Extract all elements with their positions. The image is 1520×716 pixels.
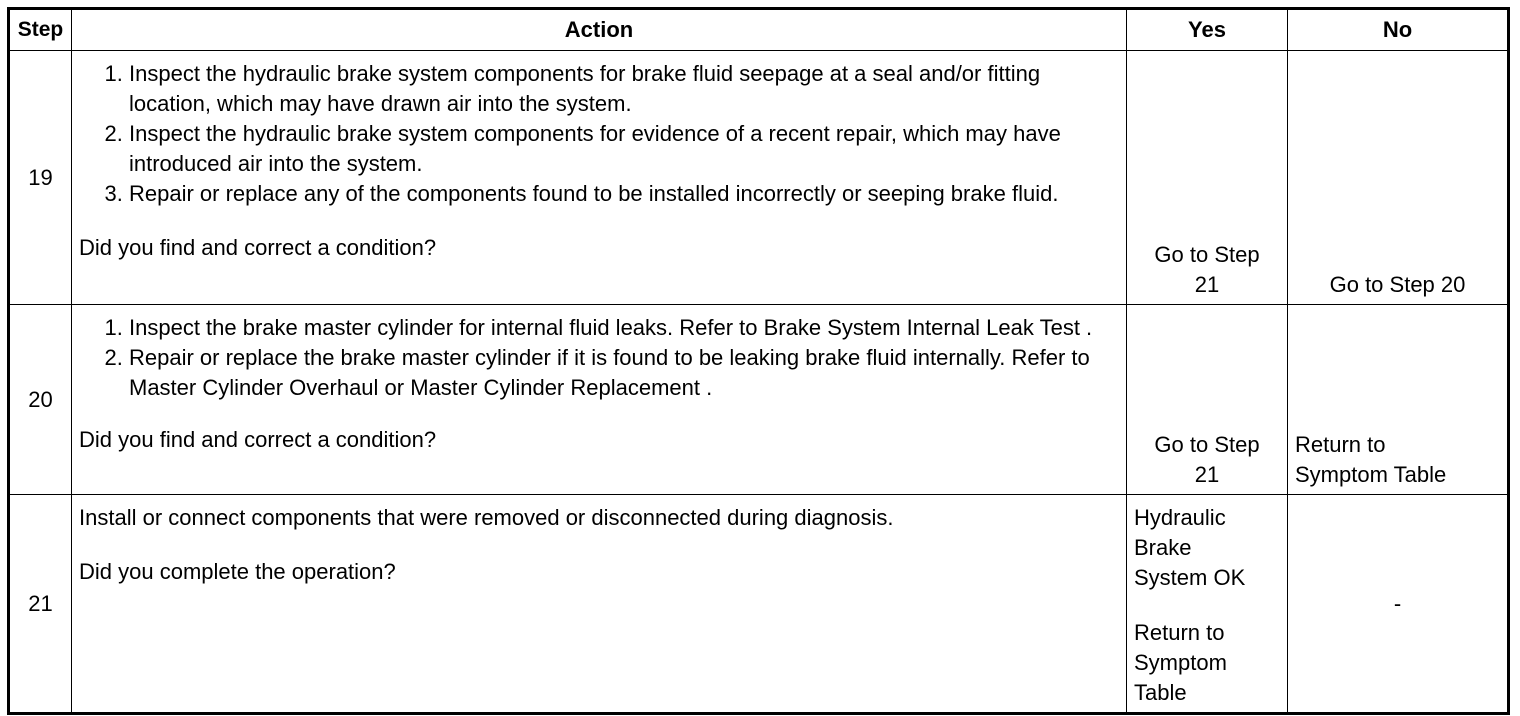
action-question: Did you complete the operation? (79, 559, 396, 584)
action-item: 3. Repair or replace any of the components found to be installed incorrectly or seeping brake fluid. (129, 179, 1119, 209)
action-list (79, 59, 1119, 209)
table-row-step-19 (9, 51, 1509, 305)
action-cell (72, 51, 1127, 305)
yes-cell: Go to Step 21 (1127, 305, 1288, 495)
yes-cell: Go to Step 21 (1127, 51, 1288, 305)
header-action: Action (72, 9, 1127, 51)
step-number: 21 (9, 495, 72, 714)
header-yes: Yes (1127, 9, 1288, 51)
no-cell: Go to Step 20 (1288, 51, 1509, 305)
action-question: Did you find and correct a condition? (79, 235, 437, 260)
no-cell: - (1288, 495, 1509, 714)
header-step: Step (9, 9, 72, 51)
action-item: 2. Repair or replace the brake master cylinder if it is found to be leaking brake fluid internally. Refer to Master Cylinder Overhaul or Master Cylinder Replacement . (129, 343, 1119, 403)
action-cell (72, 495, 1127, 714)
yes-cell (1127, 495, 1288, 714)
action-question: Did you find and correct a condition? (79, 427, 437, 452)
action-item: 1. Inspect the hydraulic brake system components for brake fluid seepage at a seal and/or fitting location, which may have drawn air into the system. (129, 59, 1119, 119)
header-no: No (1288, 9, 1509, 51)
yes-result-2: Return to Symptom Table (1134, 620, 1227, 705)
table-row-step-21 (9, 495, 1509, 714)
step-number: 20 (9, 305, 72, 495)
no-cell: Return to Symptom Table (1288, 305, 1509, 495)
step-number: 19 (9, 51, 72, 305)
action-list (79, 313, 1119, 403)
action-cell (72, 305, 1127, 495)
action-text: Install or connect components that were removed or disconnected during diagnosis. (79, 505, 894, 530)
diagnostic-table (7, 7, 1510, 715)
action-item: 2. Inspect the hydraulic brake system components for evidence of a recent repair, which may have introduced air into the system. (129, 119, 1119, 179)
table-row-step-20 (9, 305, 1509, 495)
header-row (9, 9, 1509, 51)
yes-result-1: Hydraulic Brake System OK (1134, 505, 1246, 590)
action-item: 1. Inspect the brake master cylinder for internal fluid leaks. Refer to Brake System Internal Leak Test . (129, 313, 1119, 343)
